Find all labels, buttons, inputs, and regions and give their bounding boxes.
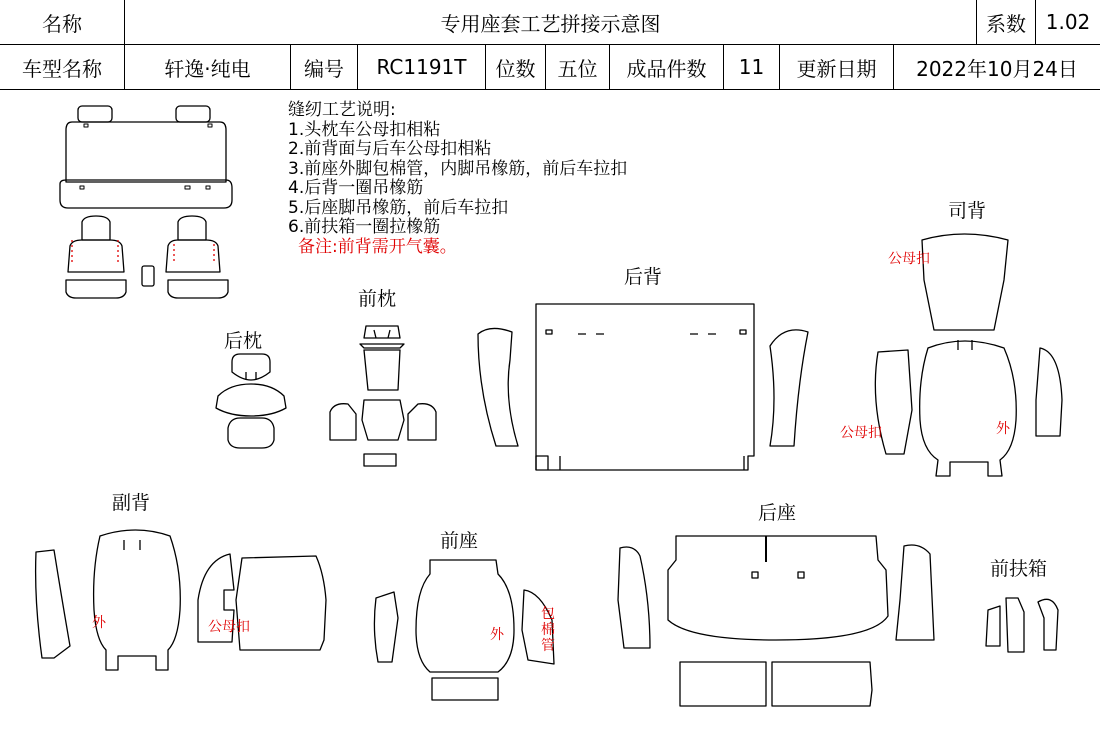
section-label-rear-seat: 后座 [758, 502, 797, 524]
seats-label: 位数 [495, 56, 536, 81]
section-label-front-armrest: 前扶箱 [990, 558, 1048, 580]
rear-seat-pattern [618, 536, 934, 706]
note-item: 3.前座外脚包棉管，内脚吊橡筋，前后车拉扣 [288, 158, 628, 179]
annotation-passenger-outer: 外 [92, 615, 106, 631]
annotation-front-outer: 外 [490, 627, 504, 643]
front-armrest-pattern [986, 598, 1058, 652]
notes-heading: 缝纫工艺说明: [288, 100, 396, 120]
pieces-label: 成品件数 [626, 56, 707, 81]
section-label-front-headrest: 前枕 [358, 288, 397, 310]
front-seat-pattern [374, 560, 554, 700]
rear-back-pattern [478, 304, 808, 470]
model-label: 车型名称 [22, 56, 102, 81]
model-value: 轩逸·纯电 [164, 56, 251, 81]
section-label-front-seat: 前座 [440, 530, 479, 552]
rear-headrest-pattern [216, 354, 286, 448]
sewing-notes [288, 101, 627, 257]
note-item: 6.前扶箱一圈拉橡筋 [288, 217, 441, 237]
passenger-back-pattern [36, 530, 326, 670]
section-label-rear-headrest: 后枕 [224, 330, 263, 352]
note-item: 4.后背一圈吊橡筋 [288, 178, 424, 198]
note-item: 5.后座脚吊橡筋，前后车拉扣 [288, 197, 509, 218]
coef-label: 系数 [986, 11, 1026, 36]
front-headrest-pattern [330, 326, 436, 466]
code-value: RC1191T [376, 55, 467, 79]
seat-overview-thumbnail [60, 106, 232, 298]
notes-remark: 备注:前背需开气囊。 [298, 236, 457, 257]
section-label-passenger-back: 副背 [112, 492, 151, 514]
note-item: 1.头枕车公母扣相粘 [288, 119, 441, 140]
date-value: 2022年10月24日 [916, 56, 1078, 81]
seats-value: 五位 [557, 56, 598, 81]
pieces-value: 11 [738, 55, 765, 79]
coef-value: 1.02 [1045, 10, 1091, 34]
page-title: 专用座套工艺拼接示意图 [440, 11, 661, 36]
name-label: 名称 [42, 11, 82, 36]
driver-back-pattern [875, 234, 1062, 476]
annotation-driver-snap-left: 公母扣 [840, 425, 882, 441]
annotation-passenger-snap: 公母扣 [208, 619, 250, 635]
date-label: 更新日期 [796, 56, 877, 81]
note-item: 2.前背面与后车公母扣相粘 [288, 139, 492, 159]
annotation-driver-snap-top: 公母扣 [888, 251, 930, 267]
annotation-front-cotton-tube: 包棉管 [541, 606, 555, 654]
section-label-driver-back: 司背 [948, 200, 987, 222]
section-label-rear-back: 后背 [624, 266, 663, 288]
code-label: 编号 [304, 56, 344, 81]
annotation-driver-outer: 外 [996, 421, 1010, 437]
